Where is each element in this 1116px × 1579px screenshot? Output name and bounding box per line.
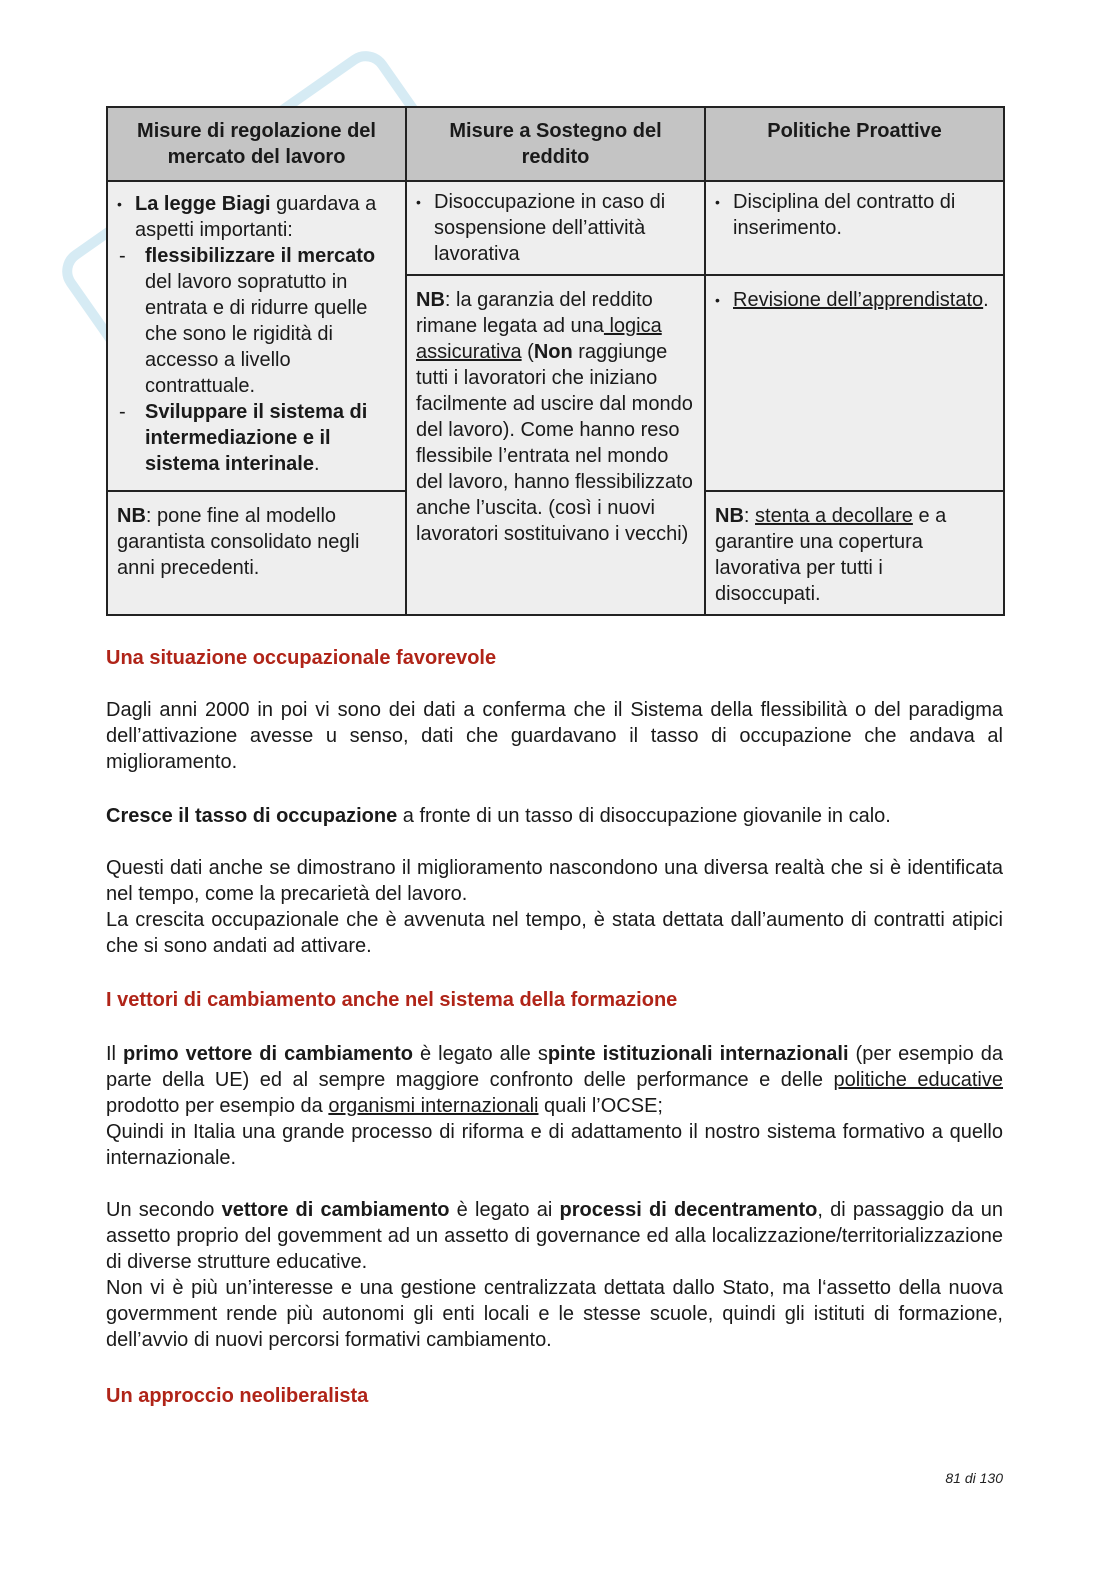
bullet-item: • La legge Biagi guardava a aspetti importanti: <box>117 193 377 241</box>
cell-col1-main <box>107 181 406 491</box>
section-situazione <box>106 645 1003 959</box>
policy-table <box>106 106 1005 616</box>
cell-col3-bullet1: • Disciplina del contratto di inserimento. <box>705 181 1004 275</box>
paragraph: La crescita occupazionale che è avvenuta nel tempo, è stata dettata dall’aumento di contratti atipici che si sono andati ad attivare. <box>106 909 1003 957</box>
header-sostegno: Misure a Sostegno del reddito <box>406 107 705 181</box>
paragraph: Cresce il tasso di occupazione a fronte di un tasso di disoccupazione giovanile in calo. <box>106 805 891 827</box>
cell-col2-nb: NB: la garanzia del reddito rimane legata ad una logica assicurativa (Non raggiunge tutti i lavoratori che iniziano facilmente ad uscire dal mondo del lavoro). Come hanno reso flessibile l’entrata nel mondo del lavoro, hanno flessibilizzato anche l’uscita. (così i nuovi lavoratori sostituivano i vecchi) <box>406 275 705 615</box>
paragraph: Il primo vettore di cambiamento è legato alle spinte istituzionali internazionali (per esempio da parte della UE) ed al sempre maggiore confronto delle performance e delle politiche educative prodotto per esempio da organismi internazionali quali l’OCSE; <box>106 1043 1003 1117</box>
section-heading: Una situazione occupazionale favorevole <box>106 647 497 669</box>
section-heading: Un approccio neoliberalista <box>106 1385 369 1407</box>
header-proattive: Politiche Proattive <box>705 107 1004 181</box>
section-heading: I vettori di cambiamento anche nel sistema della formazione <box>106 989 678 1011</box>
cell-col3-nb: NB: stenta a decollare e a garantire una copertura lavorativa per tutti i disoccupati. <box>705 491 1004 615</box>
paragraph: Un secondo vettore di cambiamento è legato ai processi di decentramento, di passaggio da un assetto proprio del govemment ad un assetto di governance ed alla localizzazione/territorializzazione di diverse strutture educative. <box>106 1199 1003 1273</box>
cell-col1-nb: NB: pone fine al modello garantista consolidato negli anni precedenti. <box>107 491 406 615</box>
paragraph: Quindi in Italia una grande processo di riforma e di adattamento il nostro sistema formativo a quello internazionale. <box>106 1121 1003 1169</box>
cell-col2-bullet: • Disoccupazione in caso di sospensione dell’attività lavorativa <box>406 181 705 275</box>
paragraph: Questi dati anche se dimostrano il miglioramento nascondono una diversa realtà che si è identificata nel tempo, come la precarietà del lavoro. <box>106 857 1003 905</box>
cell-col3-bullet2: • Revisione dell’apprendistato. <box>705 275 1004 491</box>
section-vettori <box>106 987 1003 1409</box>
dash-item: - flessibilizzare il mercato del lavoro sopratutto in entrata e di ridurre quelle che sono le rigidità di accesso a livello contrattuale. <box>119 245 376 397</box>
paragraph: Non vi è più un’interesse e una gestione centralizzata dettata dallo Stato, ma l‘assetto della nuova govermment rende più autonomi gli enti locali e le stesse scuole, quindi gli istituti di formazione, dell’avvio di nuovi percorsi formativi cambiamento. <box>106 1277 1003 1351</box>
dash-item: - Sviluppare il sistema di intermediazione e il sistema interinale. <box>119 401 368 475</box>
paragraph: Dagli anni 2000 in poi vi sono dei dati a conferma che il Sistema della flessibilità o del paradigma dell’attivazione avesse u senso, dati che guardavano il tasso di occupazione che andava al miglioramento. <box>106 699 1003 773</box>
page-number: 81 di 130 <box>945 1470 1003 1486</box>
header-regolazione: Misure di regolazione del mercato del lavoro <box>107 107 406 181</box>
